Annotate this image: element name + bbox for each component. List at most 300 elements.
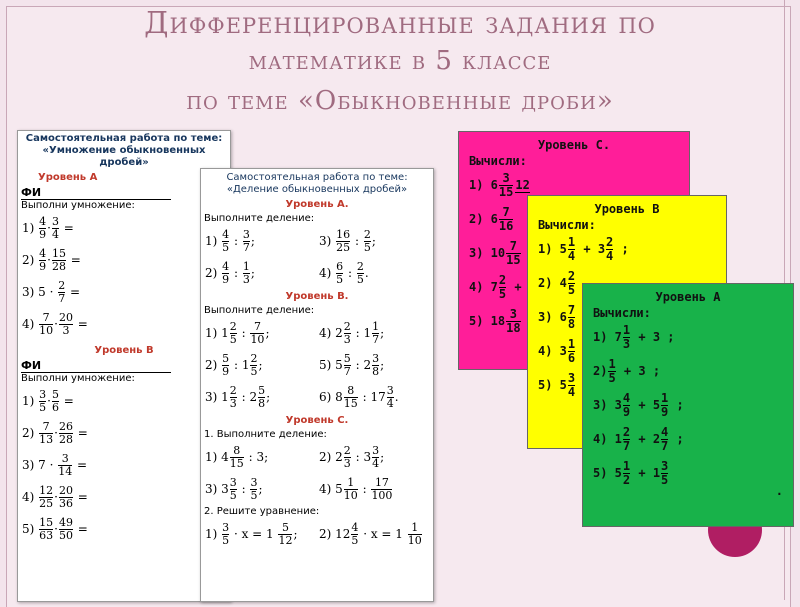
equals-sign: =	[73, 490, 88, 504]
fraction-a	[344, 445, 351, 470]
item-number: 4) 5	[319, 482, 343, 496]
sheet2-item	[319, 519, 433, 549]
fraction-a-den: 13	[39, 433, 54, 446]
fraction-b-num: 3	[386, 384, 394, 397]
fraction-b-num: 1	[661, 391, 669, 405]
sheet2-item	[319, 382, 433, 412]
fraction-a-den: 2	[622, 473, 631, 487]
fraction-b	[408, 522, 422, 547]
sheet1-item	[22, 213, 230, 243]
operator: :	[351, 234, 363, 248]
operator: : 2	[351, 358, 372, 372]
sheet1-item	[22, 482, 230, 512]
item-number: 2)	[593, 364, 608, 378]
terminator: ;	[293, 527, 298, 541]
item-number: 4) 2	[319, 326, 343, 340]
operator: · x = 1	[359, 527, 407, 541]
fraction-b-num: 5	[278, 522, 292, 535]
fraction-b-den: 5	[363, 241, 371, 254]
fraction-b-den: 4	[51, 228, 59, 241]
fraction-b-den: 10	[250, 333, 265, 346]
operator: : 17	[358, 390, 386, 404]
fraction-a	[623, 392, 630, 419]
sheet2-row	[205, 382, 433, 412]
operator: :	[358, 482, 371, 496]
item-number: 1) 6	[469, 178, 498, 192]
item-number: 3) 3	[205, 482, 229, 496]
item-number: 5)	[22, 522, 39, 536]
item-number: 5) 5	[538, 378, 567, 392]
sheet2-instruction-c2: 2. Решите уравнение:	[204, 506, 320, 517]
fraction-b	[372, 445, 379, 470]
fraction-b	[371, 477, 392, 502]
fraction-b-den: 5	[661, 473, 669, 487]
fraction-a-num: 4	[622, 391, 631, 405]
fraction-b	[59, 421, 73, 446]
fraction-b-den: 5	[356, 273, 364, 286]
item-number: 3) 6	[538, 310, 567, 324]
fraction-a	[351, 522, 358, 547]
fraction-a-num: 3	[499, 172, 513, 186]
sheet2-row	[205, 519, 433, 549]
fraction-a-num: 4	[222, 260, 230, 273]
terminator: ;	[660, 330, 675, 344]
fraction-a-num: 1	[622, 323, 631, 337]
sheet2-level-c: Уровень С.	[285, 415, 349, 426]
dot-operator: ·	[54, 317, 58, 331]
fraction-b-num: 17	[371, 477, 392, 490]
terminator: ;	[266, 390, 271, 404]
fraction-a-den: 4	[567, 385, 576, 399]
operator: + 3	[576, 242, 606, 256]
fraction-b-num: 1	[372, 320, 380, 333]
operator: :	[237, 326, 250, 340]
sheet1-item	[22, 450, 230, 480]
fraction-b-num: 4	[661, 425, 669, 439]
operator: + 5	[631, 398, 661, 412]
fraction-b-num: 26	[58, 420, 73, 433]
fraction-b-den: 3	[242, 273, 250, 286]
fraction-a	[222, 261, 229, 286]
operator: :	[344, 266, 356, 280]
sheet2-row	[205, 258, 433, 288]
fraction-a-den: 15	[229, 457, 244, 470]
fraction-b-den: 3	[62, 324, 70, 337]
fraction-a-den: 3	[229, 397, 237, 410]
operator: + 3	[631, 330, 661, 344]
fraction-a	[230, 445, 244, 470]
fraction-a-den: 3	[622, 337, 631, 351]
equals-sign: =	[73, 317, 88, 331]
dot-operator: ·	[54, 522, 58, 536]
fraction-b-den: 50	[58, 529, 73, 542]
sheet1-instruction: Выполни умножение:	[21, 200, 135, 211]
fraction-a	[39, 517, 53, 542]
fraction-a	[39, 312, 53, 337]
fraction-a-den: 5	[608, 371, 616, 385]
item-number: 3) 7 ·	[22, 458, 58, 472]
fraction-a	[568, 338, 575, 365]
fraction-b-num: 3	[58, 453, 72, 466]
terminator: .	[394, 390, 399, 404]
fraction-a-den: 5	[39, 401, 47, 414]
fraction-b	[372, 353, 379, 378]
fraction-a-num: 3	[229, 476, 237, 489]
fraction-a	[568, 372, 575, 399]
fraction-b-den: 5	[250, 365, 258, 378]
fraction-b	[364, 229, 371, 254]
sheet2-item	[205, 318, 319, 348]
fraction-b	[278, 522, 292, 547]
fraction-b	[250, 477, 257, 502]
fraction-a-num: 2	[343, 320, 351, 333]
sheet1-header: Самостоятельная работа по теме:	[25, 133, 223, 144]
fraction-b	[59, 312, 73, 337]
sheet1-topic: «Умножение обыкновенных дробей»	[42, 145, 206, 168]
card-a-subtitle: Вычисли:	[593, 306, 651, 320]
fraction-b-den: 8	[258, 397, 266, 410]
sheet2-item	[205, 442, 319, 472]
fraction-a-den: 7	[622, 439, 631, 453]
terminator: ;	[258, 482, 263, 496]
fraction-a-num: 8	[230, 445, 244, 458]
fraction-a-num: 8	[344, 385, 358, 398]
item-number: 2)	[205, 358, 222, 372]
operator: : 1	[230, 358, 250, 372]
fraction-b-den: 100	[371, 489, 393, 502]
sheet2-level-a: Уровень А.	[285, 199, 349, 210]
fraction-a-den: 16	[498, 219, 514, 233]
fraction-b-num: 2	[363, 228, 371, 241]
item-number: 1) 1	[205, 326, 229, 340]
card-item	[593, 422, 783, 456]
fraction-a	[568, 236, 575, 263]
sheet2-item	[205, 519, 319, 549]
fraction-b	[243, 261, 250, 286]
fraction-b-den: 7	[242, 241, 250, 254]
terminator: ;	[258, 358, 263, 372]
fraction-a-den: 10	[343, 489, 358, 502]
fraction-b-den: 4	[372, 457, 380, 470]
operator: : 3;	[244, 450, 269, 464]
fraction-a-num: 4	[39, 247, 47, 260]
fraction-b-den: 8	[372, 365, 380, 378]
item-number: 1) 5	[538, 242, 567, 256]
fraction-b-num: 2	[58, 279, 66, 292]
operator: : 2	[237, 390, 258, 404]
terminator: ;	[614, 242, 629, 256]
sheet2-row	[205, 442, 433, 472]
fraction-b-den: 12	[278, 534, 293, 547]
fraction-a-den: 5	[222, 534, 230, 547]
sheet2-row	[205, 226, 433, 256]
sheet2-header: Самостоятельная работа по теме:	[226, 172, 408, 183]
fraction-a	[568, 270, 575, 297]
fraction-b-num: 3	[372, 352, 380, 365]
fraction-a	[499, 274, 506, 301]
fraction-b-num: 3	[51, 215, 59, 228]
fraction-a-num: 16	[336, 228, 351, 241]
slide-title-line1: Дифференцированные задания по	[144, 6, 656, 41]
fraction-a-num: 2	[229, 384, 237, 397]
item-number: 4)	[22, 490, 39, 504]
fraction-b	[52, 248, 66, 273]
fraction-a-num: 5	[222, 352, 230, 365]
item-number: 2) 6	[469, 212, 498, 226]
fraction-b-den: 4	[606, 249, 614, 263]
fraction-a-den: 5	[229, 333, 237, 346]
fraction-a-den: 3	[343, 457, 351, 470]
terminator: ;	[669, 398, 684, 412]
fraction-a-num: 1	[344, 477, 358, 490]
sheet1-item	[22, 245, 230, 275]
fraction-a-num: 2	[343, 444, 351, 457]
fraction-a-num: 2	[567, 269, 576, 283]
fraction-a	[344, 385, 358, 410]
item-number: 2)	[22, 253, 39, 267]
fraction-a-den: 7	[343, 365, 351, 378]
fraction-a	[568, 304, 575, 331]
fraction-b-den: 4	[386, 397, 394, 410]
fraction-a	[499, 172, 513, 199]
fraction-a-num: 3	[567, 371, 576, 385]
fraction-a-den: 5	[351, 534, 359, 547]
sheet2-item	[205, 226, 319, 256]
worksheet-multiplication	[17, 130, 231, 602]
dot-operator: ·	[47, 221, 51, 235]
fraction-a-den: 25	[336, 241, 351, 254]
fraction-a-den: 9	[39, 228, 47, 241]
fraction-b	[661, 392, 668, 419]
fraction-a-num: 4	[222, 228, 230, 241]
item-number: 1)	[22, 394, 39, 408]
fraction-a-num: 7	[39, 312, 53, 325]
fraction-a-num: 1	[567, 235, 576, 249]
card-level-a	[582, 283, 794, 527]
fraction-a-den: 5	[336, 273, 344, 286]
fraction-b	[250, 321, 264, 346]
sheet1-item	[22, 514, 230, 544]
fraction-a-num: 2	[498, 273, 507, 287]
fraction-b	[661, 426, 668, 453]
sheet2-instruction-a: Выполните деление:	[204, 213, 315, 224]
sheet2-level-b: Уровень В.	[285, 291, 349, 302]
operator: :	[237, 482, 250, 496]
operator: + 3	[616, 364, 646, 378]
item-number: 1) 4	[205, 450, 229, 464]
fraction-a	[336, 229, 350, 254]
item-number: 3) 3	[593, 398, 622, 412]
fraction-b-num: 2	[356, 260, 364, 273]
fraction-b-num: 20	[58, 311, 73, 324]
fraction-a-den: 9	[39, 260, 47, 273]
sheet1-fi: ФИ	[21, 186, 171, 200]
fraction-a-den: 5	[498, 287, 507, 301]
fraction-a-den: 9	[222, 273, 230, 286]
fraction-a-num: 15	[39, 516, 54, 529]
fraction-b-num: 3	[372, 444, 380, 457]
sheet2-topic: «Деление обыкновенных дробей»	[226, 184, 408, 195]
fraction-a	[230, 385, 237, 410]
fraction-a-num: 7	[39, 421, 53, 434]
sheet2-item	[319, 474, 433, 504]
item-number: 4) 1	[593, 432, 622, 446]
terminator: ;	[371, 234, 376, 248]
fraction-a-num: 3	[222, 521, 230, 534]
fraction-a-den: 10	[39, 324, 54, 337]
item-number: 2) 4	[538, 276, 567, 290]
fraction-a-num: 2	[229, 320, 237, 333]
fraction-a	[39, 248, 46, 273]
sheet1-item	[22, 418, 230, 448]
fraction-b	[52, 389, 59, 414]
terminator: ;	[250, 266, 255, 280]
fraction-a-den: 8	[567, 317, 576, 331]
fraction-a-den: 4	[567, 249, 576, 263]
sheet2-item	[205, 258, 319, 288]
sheet2-instruction-b: Выполните деление:	[204, 305, 315, 316]
operator: :	[230, 266, 242, 280]
fraction-a-num: 4	[39, 215, 47, 228]
fraction-a	[623, 460, 630, 487]
item-number: 2)	[22, 426, 39, 440]
item-number: 4)	[319, 266, 336, 280]
fraction-b	[52, 216, 59, 241]
fraction-a	[222, 353, 229, 378]
terminator: ;	[380, 358, 385, 372]
item-number: 2) 12	[319, 527, 351, 541]
operator: + 2	[631, 432, 661, 446]
fraction-a-den: 5	[222, 241, 230, 254]
dot-operator: ·	[47, 253, 51, 267]
item-number: 1)	[205, 234, 222, 248]
sheet1-item	[22, 386, 230, 416]
fraction-b-den: 9	[661, 405, 669, 419]
fraction-a-num: 4	[351, 521, 359, 534]
sheet2-items-b	[201, 318, 433, 412]
item-number: 2)	[205, 266, 222, 280]
item-number: 3) 5 ·	[22, 285, 58, 299]
sheet2-row	[205, 318, 433, 348]
fraction-a-num: 7	[499, 206, 513, 220]
sheet1-fi-2: ФИ	[21, 359, 171, 373]
fraction-a-den: 15	[498, 185, 514, 199]
dot-operator: ·	[54, 490, 58, 504]
card-item	[538, 232, 716, 266]
fraction-b-den: 28	[58, 433, 73, 446]
fraction-a	[344, 353, 351, 378]
fraction-b	[258, 385, 265, 410]
fraction-a-den: 25	[39, 497, 54, 510]
fraction-b	[372, 321, 379, 346]
item-number: 3) 1	[205, 390, 229, 404]
fraction-b-num: 3	[661, 459, 669, 473]
fraction-a	[230, 477, 237, 502]
fraction-a	[39, 216, 46, 241]
fraction-b-num: 7	[250, 321, 264, 334]
fraction-b	[606, 236, 613, 263]
fraction-a	[39, 421, 53, 446]
sheet1-items-a	[18, 213, 230, 339]
fraction-a	[344, 477, 358, 502]
sheet1-instruction-2: Выполни умножение:	[21, 373, 135, 384]
fraction-a-num: 3	[506, 308, 520, 322]
sheet2-items-c2	[201, 519, 433, 549]
fraction-a	[222, 522, 229, 547]
terminator: ;	[380, 326, 385, 340]
slide-title-line2: математике в 5 классе	[248, 46, 552, 76]
card-item	[593, 354, 783, 388]
equals-sign: =	[73, 426, 88, 440]
fraction-a	[506, 308, 520, 335]
sheet2-item	[319, 226, 433, 256]
dot-operator: ·	[54, 426, 58, 440]
operator: : 3	[351, 450, 372, 464]
fraction-b	[250, 353, 257, 378]
fraction-a	[39, 485, 53, 510]
item-number: 4) 3	[538, 344, 567, 358]
fraction-b-num: 15	[51, 247, 66, 260]
fraction-a-num: 2	[622, 425, 631, 439]
fraction-b-den: 7	[58, 292, 66, 305]
fraction-b-num: 20	[58, 484, 73, 497]
slide-title-line3: по теме «Обыкновенные дроби»	[186, 86, 614, 116]
item-number: 3)	[319, 234, 336, 248]
terminator: ;	[265, 326, 270, 340]
item-number: 5) 5	[593, 466, 622, 480]
terminator: ;	[250, 234, 255, 248]
fraction-a-num: 7	[506, 240, 520, 254]
fraction-b-den: 36	[58, 497, 73, 510]
sheet2-item	[205, 350, 319, 380]
item-number: 4)	[22, 317, 39, 331]
sheet2-row	[205, 474, 433, 504]
fraction-a	[608, 358, 615, 385]
dot-operator: ·	[47, 394, 51, 408]
equals-sign: =	[59, 221, 74, 235]
item-number: 4) 7	[469, 280, 498, 294]
fraction-a-den: 15	[343, 397, 358, 410]
card-a-items	[593, 320, 783, 490]
card-b-title: Уровень В	[594, 202, 660, 216]
item-number: 1)	[22, 221, 39, 235]
sheet2-item	[205, 382, 319, 412]
sheet1-items-b	[18, 386, 230, 544]
fraction-a-num: 7	[567, 303, 576, 317]
fraction-a-den: 63	[39, 529, 54, 542]
fraction-a-den: 3	[343, 333, 351, 346]
item-number: 5) 18	[469, 314, 506, 328]
sheet1-level-b: Уровень В	[94, 345, 154, 356]
fraction-a-num: 12	[39, 484, 54, 497]
sheet1-item	[22, 277, 230, 307]
sheet2-instruction-c1: 1. Выполните деление:	[204, 429, 327, 440]
sheet2-items-a	[201, 226, 433, 288]
fraction-b-num: 3	[242, 228, 250, 241]
operator: :	[230, 234, 242, 248]
item-number: 1) 7	[593, 330, 622, 344]
fraction-b-num: 5	[258, 384, 266, 397]
sheet2-item	[319, 442, 433, 472]
equals-sign: =	[73, 522, 88, 536]
fraction-a-den: 18	[506, 321, 521, 335]
fraction-a-den: 5	[229, 489, 237, 502]
sheet1-level-a: Уровень А	[38, 172, 98, 183]
fraction-b-den: 28	[51, 260, 66, 273]
fraction-b	[357, 261, 364, 286]
card-a-title: Уровень А	[655, 290, 721, 304]
sheet2-item	[319, 318, 433, 348]
